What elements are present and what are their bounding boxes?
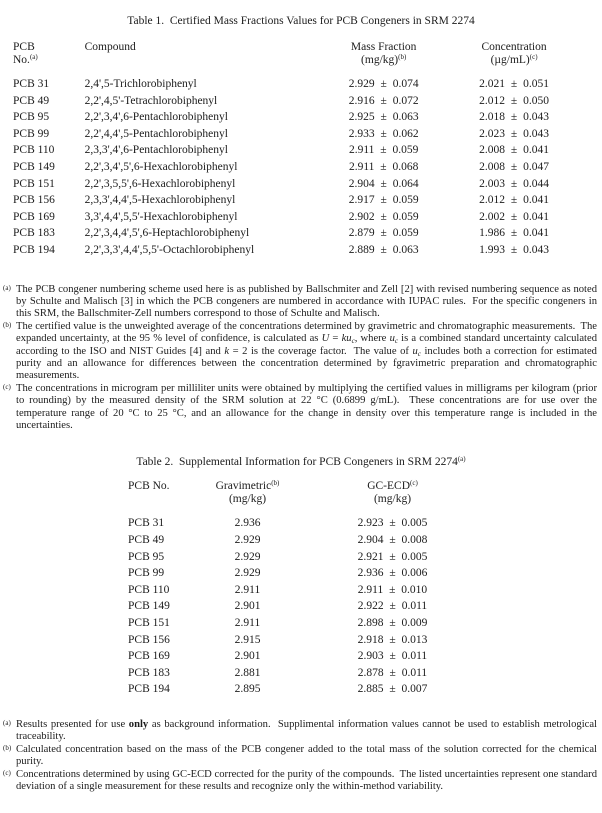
col-header-pcb-no [13,41,85,76]
table-row [128,549,480,566]
gc-ecd-value: 2.903 ± 0.011 [357,650,428,663]
mass-fraction: 2.911 ± 0.068 [348,160,419,173]
table-row [13,176,601,193]
compound: 2,2',4,5'-Tetrachlorobiphenyl [84,94,218,107]
table-row [128,598,480,615]
gravimetric-value: 2.929 [234,534,261,546]
gc-ecd-value: 2.922 ± 0.011 [357,600,428,613]
pcb-no: PCB 151 [13,177,55,190]
col-header-concentration [427,41,601,76]
gravimetric-value: 2.915 [234,633,261,646]
gravimetric-value: 2.881 [234,666,261,679]
table-row [128,615,480,632]
table2-header-row [128,480,480,515]
gravimetric-value: 2.901 [234,600,261,613]
table2-footnotes [3,719,597,793]
concentration: 2.008 ± 0.047 [479,160,549,173]
compound: 2,3,3',4',6-Pentachlorobiphenyl [84,144,228,157]
col-header-pcb-no-line2: No.$^{(a)}$ [13,53,38,66]
mass-fraction: 2.933 ± 0.062 [348,127,419,140]
concentration: 2.012 ± 0.041 [479,194,549,207]
footnote-b [3,744,597,769]
gc-ecd-value: 2.885 ± 0.007 [357,683,428,696]
pcb-no: PCB 156 [13,194,55,207]
pcb-no: PCB 194 [128,683,170,696]
gc-ecd-value: 2.904 ± 0.008 [357,534,428,546]
compound: 2,2',4,4',5-Pentachlorobiphenyl [84,127,228,140]
footnote-text: Concentrations determined by using GC-ECD corrected for the purity of the compounds. The listed uncertainties represent one standard deviation of a single measurement for these results and recognize only the within-method variability. [16,768,597,792]
footnote-c [3,769,597,794]
table-row [128,648,480,665]
mass-fraction: 2.929 ± 0.074 [348,78,419,90]
footnote-c [3,383,597,433]
footnote-marker: (b) [3,743,12,752]
pcb-no: PCB 99 [128,567,165,580]
col-header-pcb-no-line1: PCB [13,41,35,53]
footnote-a [3,719,597,744]
concentration: 1.993 ± 0.043 [479,243,549,256]
gravimetric-value: 2.929 [234,567,261,580]
table2-title: Table 2. Supplemental Information for PCB Congeners in SRM 2274$^{(a)}$ [136,455,466,469]
table-row [128,532,480,549]
compound: 2,4',5-Trichlorobiphenyl [84,78,197,90]
pcb-no: PCB 151 [128,616,170,629]
table-row [13,142,601,159]
col-header-mass-fraction [340,41,427,76]
col-header-mass-fraction-line1: Mass Fraction [350,41,417,53]
table-row [13,126,601,143]
table-row [128,565,480,582]
concentration: 2.008 ± 0.041 [479,144,549,157]
table-row [13,242,601,259]
pcb-no: PCB 149 [13,160,55,173]
col-header-concentration-line1: Concentration [481,41,547,53]
footnote-b [3,321,597,383]
footnote-text: The PCB congener numbering scheme used here is as published by Ballschmiter and Zell [2] with revised numbering sequence as noted by Schulte and Malisch [3] in which the PCB congeners are numbered in accordance with IUPAC rules. For the specific congeners in this SRM, the Ballschmiter-Zell numbers correspond to those of Schulte and Malisch. [16,283,597,320]
gc-ecd-value: 2.921 ± 0.005 [357,550,428,563]
compound: 2,2',3,5,5',6-Hexachlorobiphenyl [84,177,236,190]
pcb-no: PCB 169 [128,650,170,663]
table-row [13,93,601,110]
col-header-compound: Compound [84,41,136,53]
gravimetric-value: 2.911 [234,616,261,629]
concentration: 2.023 ± 0.043 [479,127,549,140]
table-row [128,681,480,698]
col-header-gc-ecd [305,480,480,515]
gc-ecd-value: 2.918 ± 0.013 [357,633,428,646]
mass-fraction: 2.889 ± 0.063 [348,243,419,256]
compound: 2,2',3,3',4,4',5,5'-Octachlorobiphenyl [84,243,255,256]
table1-footnotes [3,284,597,433]
table-row [13,209,601,226]
pcb-no: PCB 110 [13,144,55,157]
table1 [13,41,601,259]
table-row [13,192,601,209]
pcb-no: PCB 49 [13,94,50,107]
footnote-text: The concentrations in microgram per milliliter units were obtained by multiplying the certified values in milligrams per kilogram (prior to rounding) by the measured density of the SRM solution at 22 °C (0.6899 g/mL). These concentrations are for use over the temperature range of 20 °C to 25 °C, and an allowance for the change in density over this temperature range is included in the uncertainties. [16,382,597,431]
pcb-no: PCB 149 [128,600,170,613]
gc-ecd-value: 2.878 ± 0.011 [357,666,428,679]
footnote-text: Calculated concentration based on the mass of the PCB congener added to the total mass of the solution corrected for the chemical purity. [16,743,597,768]
footnote-text: Results presented for use only as background information. Supplimental information values cannot be used to establish metrological traceability. [16,718,598,743]
pcb-no: PCB 169 [13,210,55,223]
table1-title: Table 1. Certified Mass Fractions Values for PCB Congeners in SRM 2274 [127,15,475,27]
col-header-concentration-line2: $(\mu g/mL)^{(c)}$ [490,53,538,66]
mass-fraction: 2.917 ± 0.059 [348,194,419,207]
concentration: 2.003 ± 0.044 [479,177,549,190]
gc-ecd-value: 2.911 ± 0.010 [357,583,428,596]
mass-fraction: 2.916 ± 0.072 [348,94,419,107]
footnote-a [3,284,597,321]
col-header-gravimetric [190,480,305,515]
pcb-no: PCB 95 [13,111,50,124]
gravimetric-value: 2.895 [234,683,261,696]
table-row [13,109,601,126]
gc-ecd-value: 2.923 ± 0.005 [357,517,428,530]
concentration: 2.002 ± 0.041 [479,210,549,223]
col-header-mass-fraction-line2: $(mg/kg)^{(b)}$ [361,53,407,66]
compound: 2,2',3,4',6-Pentachlorobiphenyl [84,111,228,124]
table-row [128,582,480,599]
table-row [128,515,480,532]
table1-header-row [13,41,601,76]
footnote-text: The certified value is the unweighted average of the concentrations determined by gravimetric and chromatographic measurements. The expanded uncertainty, at the 95 % level of confidence, is calculated as $U = ku_c$, where $u_c$ is a combined standard uncertainty calculated according to the ISO and NIST Guides [4] and k = 2 is the coverage factor. The value of $u_c$ includes both a correction for estimated purity and an allowance for differences between the concentration determined by fgravimetric preparation and chromatographic measurements. [16,320,597,382]
footnote-marker: (c) [3,768,11,777]
concentration: 2.012 ± 0.050 [479,94,549,107]
footnote-marker: (a) [3,718,11,727]
compound: 3,3',4,4',5,5'-Hexachlorobiphenyl [84,210,238,223]
col-header-gc-ecd-line1: GC-ECD$^{(c)}$ [367,479,418,493]
footnote-marker: (c) [3,382,11,391]
pcb-no: PCB 183 [13,227,55,240]
footnote-marker: (b) [3,320,12,329]
table-row [13,159,601,176]
col-header-gc-ecd-line2: (mg/kg) [373,493,412,506]
footnote-marker: (a) [3,283,11,292]
table-row [128,632,480,649]
mass-fraction: 2.879 ± 0.059 [348,227,419,240]
table-row [13,76,601,93]
pcb-no: PCB 31 [128,517,165,530]
pcb-no: PCB 31 [13,78,50,90]
pcb-no: PCB 49 [128,534,165,546]
table-row [128,665,480,682]
mass-fraction: 2.925 ± 0.063 [348,111,419,124]
concentration: 1.986 ± 0.041 [479,227,549,240]
pcb-no: PCB 99 [13,127,50,140]
compound: 2,3,3',4,4',5-Hexachlorobiphenyl [84,194,236,207]
compound: 2,2',3,4,4',5',6-Heptachlorobiphenyl [84,227,250,240]
col-header-pcb-no: PCB No. [128,480,170,493]
table-row [13,225,601,242]
pcb-no: PCB 95 [128,550,165,563]
compound: 2,2',3,4',5',6-Hexachlorobiphenyl [84,160,238,173]
col-header-gravimetric-line1: Gravimetric$^{(b)}$ [215,479,280,493]
pcb-no: PCB 156 [128,633,170,646]
gravimetric-value: 2.901 [234,650,261,663]
mass-fraction: 2.911 ± 0.059 [348,144,419,157]
concentration: 2.021 ± 0.051 [479,78,549,90]
gc-ecd-value: 2.936 ± 0.006 [357,567,428,580]
pcb-no: PCB 110 [128,583,170,596]
table2 [128,480,480,698]
gravimetric-value: 2.929 [234,550,261,563]
concentration: 2.018 ± 0.043 [479,111,549,124]
gc-ecd-value: 2.898 ± 0.009 [357,616,428,629]
mass-fraction: 2.904 ± 0.064 [348,177,419,190]
pcb-no: PCB 194 [13,243,55,256]
pcb-no: PCB 183 [128,666,170,679]
gravimetric-value: 2.936 [234,517,261,530]
col-header-gravimetric-line2: (mg/kg) [228,493,267,506]
gravimetric-value: 2.911 [234,583,261,596]
mass-fraction: 2.902 ± 0.059 [348,210,419,223]
